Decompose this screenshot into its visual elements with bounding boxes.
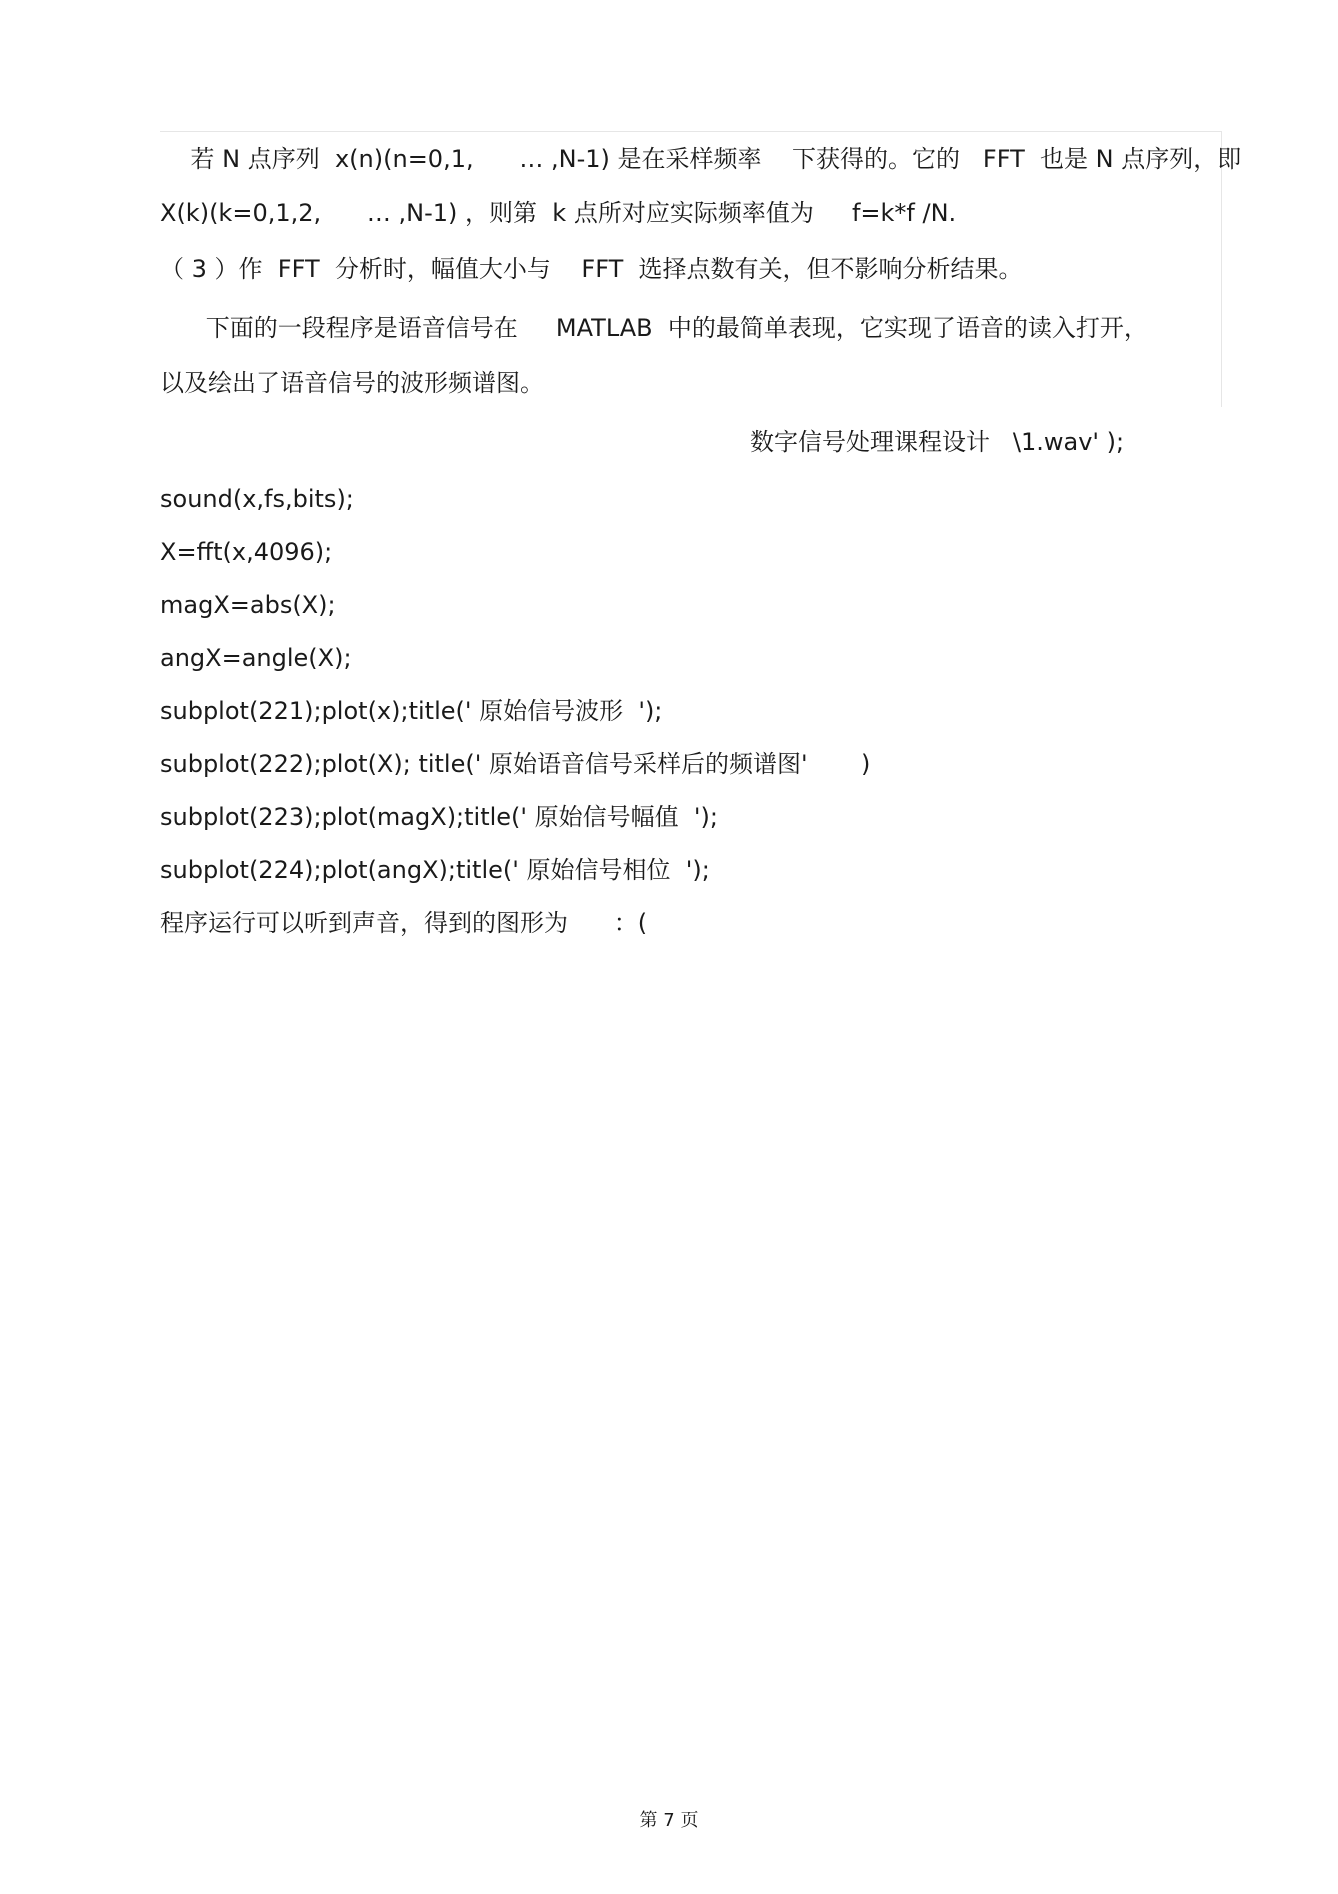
paragraph-line: X(k)(k=0,1,2, … ,N-1) ，则第 k 点所对应实际频率值为 f=k*f /N.	[160, 199, 957, 227]
code-line: subplot(223);plot(magX);title(' 原始信号幅值 ');	[160, 803, 718, 831]
code-line: subplot(224);plot(angX);title(' 原始信号相位 ');	[160, 856, 710, 884]
code-line: subplot(222);plot(X); title(' 原始语音信号采样后的频谱图' )	[160, 750, 871, 778]
code-line: 程序运行可以听到声音，得到的图形为 ：(	[160, 909, 648, 937]
page-number: 第 7 页	[639, 1810, 699, 1831]
paragraph-line: 下面的一段程序是语音信号在 MATLAB 中的最简单表现，它实现了语音的读入打开，	[160, 314, 1148, 342]
frame-top-rule	[160, 131, 1222, 132]
code-line: sound(x,fs,bits);	[160, 485, 354, 513]
code-line: angX=angle(X);	[160, 644, 352, 672]
paragraph-line: （ 3 ）作 FFT 分析时，幅值大小与 FFT 选择点数有关，但不影响分析结果。	[160, 255, 1023, 283]
code-line: magX=abs(X);	[160, 591, 336, 619]
paragraph-line: 以及绘出了语音信号的波形频谱图。	[160, 369, 544, 397]
code-fragment: 数字信号处理课程设计 \1.wav' );	[750, 428, 1125, 456]
code-line: subplot(221);plot(x);title(' 原始信号波形 ');	[160, 697, 663, 725]
paragraph-line: 若 N 点序列 x(n)(n=0,1, … ,N-1) 是在采样频率 下获得的。它的 FFT 也是 N 点序列，即	[160, 145, 1242, 173]
code-line: X=fft(x,4096);	[160, 538, 333, 566]
